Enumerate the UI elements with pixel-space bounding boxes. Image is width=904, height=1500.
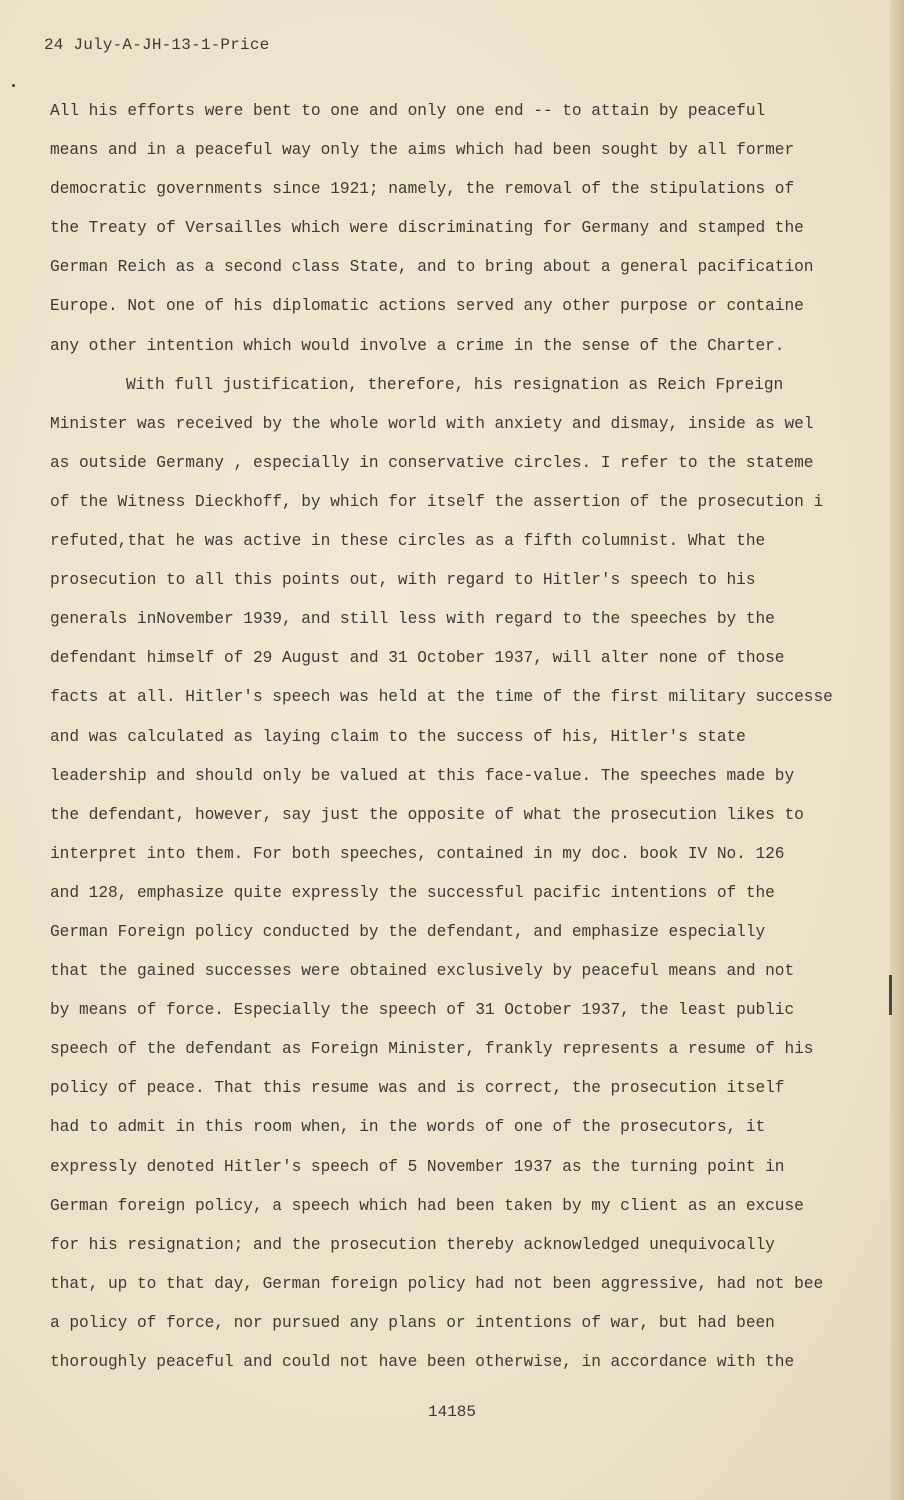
text-line: speech of the defendant as Foreign Minister, frankly represents a resume of his (50, 1040, 814, 1059)
text-line: for his resignation; and the prosecution thereby acknowledged unequivocally (50, 1235, 775, 1254)
text-line: policy of peace. That this resume was and is correct, the prosecution itself (50, 1079, 785, 1098)
text-line: a policy of force, nor pursued any plans or intentions of war, but had been (50, 1313, 775, 1332)
text-line: facts at all. Hitler's speech was held at the time of the first military successe (50, 688, 833, 707)
text-line: that the gained successes were obtained exclusively by peaceful means and not (50, 962, 795, 981)
text-line: by means of force. Especially the speech of 31 October 1937, the least public (50, 1001, 795, 1020)
text-line: as outside Germany , especially in conservative circles. I refer to the stateme (50, 453, 814, 472)
text-line: the Treaty of Versailles which were discriminating for Germany and stamped the (50, 219, 804, 238)
text-line: expressly denoted Hitler's speech of 5 November 1937 as the turning point in (50, 1157, 785, 1176)
page-edge (890, 0, 904, 1500)
text-line: any other intention which would involve a crime in the sense of the Charter. (50, 336, 785, 355)
text-line: and was calculated as laying claim to the success of his, Hitler's state (50, 727, 746, 746)
margin-mark (889, 975, 892, 1015)
text-line: prosecution to all this points out, with regard to Hitler's speech to his (50, 571, 756, 590)
text-line: thoroughly peaceful and could not have been otherwise, in accordance with the (50, 1353, 795, 1371)
text-line: interpret into them. For both speeches, contained in my doc. book IV No. 126 (50, 844, 785, 863)
body-text (50, 92, 840, 1382)
text-line: of the Witness Dieckhoff, by which for itself the assertion of the prosecution i (50, 492, 824, 511)
text-line: democratic governments since 1921; namely, the removal of the stipulations of (50, 180, 795, 199)
text-line: generals inNovember 1939, and still less with regard to the speeches by the (50, 610, 775, 629)
text-line: the defendant, however, say just the opposite of what the prosecution likes to (50, 805, 804, 824)
text-line: that, up to that day, German foreign policy had not been aggressive, had not bee (50, 1274, 824, 1293)
text-line: German foreign policy, a speech which had been taken by my client as an excuse (50, 1196, 804, 1215)
text-line: and 128, emphasize quite expressly the successful pacific intentions of the (50, 883, 775, 902)
page-number: 14185 (427, 1403, 476, 1421)
text-line: leadership and should only be valued at this face-value. The speeches made by (50, 766, 795, 785)
text-line: means and in a peaceful way only the aims which had been sought by all former (50, 141, 795, 160)
text-line: refuted,that he was active in these circles as a fifth columnist. What the (50, 532, 766, 551)
text-line: German Reich as a second class State, and to bring about a general pacification (50, 258, 814, 277)
page-header: 24 July-A-JH-13-1-Price (44, 36, 270, 54)
text-line: All his efforts were bent to one and only one end -- to attain by peaceful (50, 102, 766, 120)
text-line: Europe. Not one of his diplomatic actions served any other purpose or containe (50, 297, 804, 316)
text-line: German Foreign policy conducted by the defendant, and emphasize especially (50, 922, 766, 941)
margin-dot (12, 84, 15, 87)
text-line: Minister was received by the whole world with anxiety and dismay, inside as wel (50, 414, 814, 433)
text-line: With full justification, therefore, his resignation as Reich Fpreign (126, 375, 784, 394)
text-line: defendant himself of 29 August and 31 October 1937, will alter none of those (50, 649, 785, 668)
text-line: had to admit in this room when, in the words of one of the prosecutors, it (50, 1118, 766, 1137)
